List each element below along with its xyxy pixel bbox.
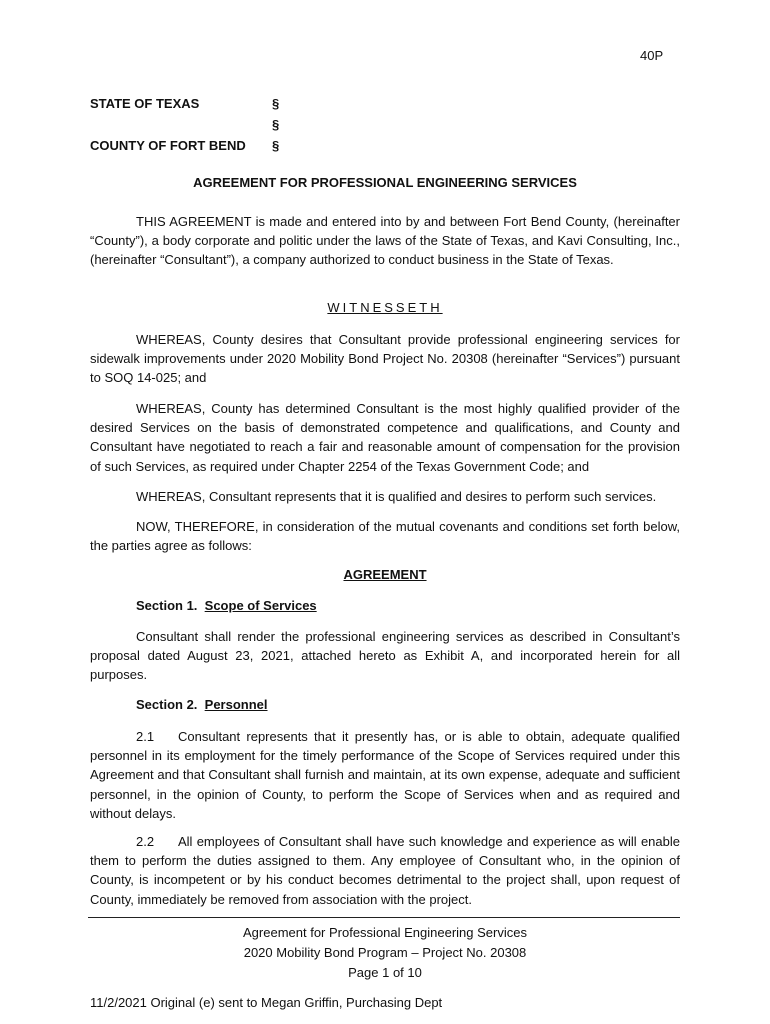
witnesseth-heading: WITNESSETH <box>327 300 443 315</box>
clause-2-2-number: 2.2 <box>136 834 155 849</box>
section-1-number: Section 1. <box>136 598 198 613</box>
whereas-paragraph-1: WHEREAS, County desires that Consultant provide professional engineering services for sidewalk improvements under 2020 Mobility Bond Project No. 20308 (hereinafter “Services”) pursuant to SOQ 14-025; and <box>90 332 680 386</box>
caption-state: STATE OF TEXAS <box>90 96 200 111</box>
caption-county: COUNTY OF FORT BEND <box>90 138 246 153</box>
page-footer <box>90 923 680 983</box>
section-1-title: Scope of Services <box>204 598 317 613</box>
section-1-body: Consultant shall render the professional engineering services as described in Consultant’s proposal dated August 23, 2021, attached hereto as Exhibit A, and incorporated herein for all purposes. <box>90 629 680 683</box>
section-2-title: Personnel <box>204 697 268 712</box>
agreement-heading: AGREEMENT <box>343 567 427 582</box>
now-therefore-paragraph: NOW, THEREFORE, in consideration of the mutual covenants and conditions set forth below, the parties agree as follows: <box>90 519 680 554</box>
caption-section-mark-2: § <box>272 117 280 132</box>
section-2-number: Section 2. <box>136 697 198 712</box>
page-number-label: 40P <box>640 48 664 63</box>
footer-page-count: Page 1 of 10 <box>348 965 422 980</box>
clause-2-2-text: All employees of Consultant shall have such knowledge and experience as will enable them to perform the duties assigned to them. Any employee of Consultant who, in the opinion of County, is incompetent or by his conduct becomes detrimental to the project shall, upon request of County, immediately be removed from association with the project. <box>90 834 680 907</box>
clause-2-1-text: Consultant represents that it presently has, or is able to obtain, adequate qualified personnel in its employment for the timely performance of the Scope of Services required under this Agreement and that Consultant shall furnish and maintain, at its own expense, adequate and sufficient personnel, in the opinion of County, to perform the Scope of Services when and as required and without delays. <box>90 729 680 821</box>
clause-2-2 <box>90 832 680 909</box>
footer-project: 2020 Mobility Bond Program – Project No. 20308 <box>243 945 527 960</box>
handwritten-annotation: 11/2/2021 Original (e) sent to Megan Griffin, Purchasing Dept <box>90 995 443 1010</box>
whereas-paragraph-2: WHEREAS, County has determined Consultant is the most highly qualified provider of the desired Services on the basis of demonstrated competence and qualifications, and County and Consultant have negotiated to reach a fair and reasonable amount of compensation for the provision of such Services, as required under Chapter 2254 of the Texas Government Code; and <box>90 401 680 474</box>
footer-divider <box>88 917 680 918</box>
clause-2-1-number: 2.1 <box>136 729 155 744</box>
footer-title: Agreement for Professional Engineering Services <box>243 925 527 940</box>
section-1-heading <box>136 598 317 613</box>
whereas-paragraph-3: WHEREAS, Consultant represents that it is qualified and desires to perform such services. <box>136 489 657 504</box>
caption-section-mark-3: § <box>272 138 280 153</box>
caption-section-mark-1: § <box>272 96 280 111</box>
intro-paragraph: THIS AGREEMENT is made and entered into by and between Fort Bend County, (hereinafter “County”), a body corporate and politic under the laws of the State of Texas, and Kavi Consulting, Inc., (hereinafter “Consultant”), a company authorized to conduct business in the State of Texas. <box>90 214 680 268</box>
clause-2-1 <box>90 727 680 823</box>
section-2-heading <box>136 697 268 712</box>
agreement-title: AGREEMENT FOR PROFESSIONAL ENGINEERING SERVICES <box>193 175 577 190</box>
